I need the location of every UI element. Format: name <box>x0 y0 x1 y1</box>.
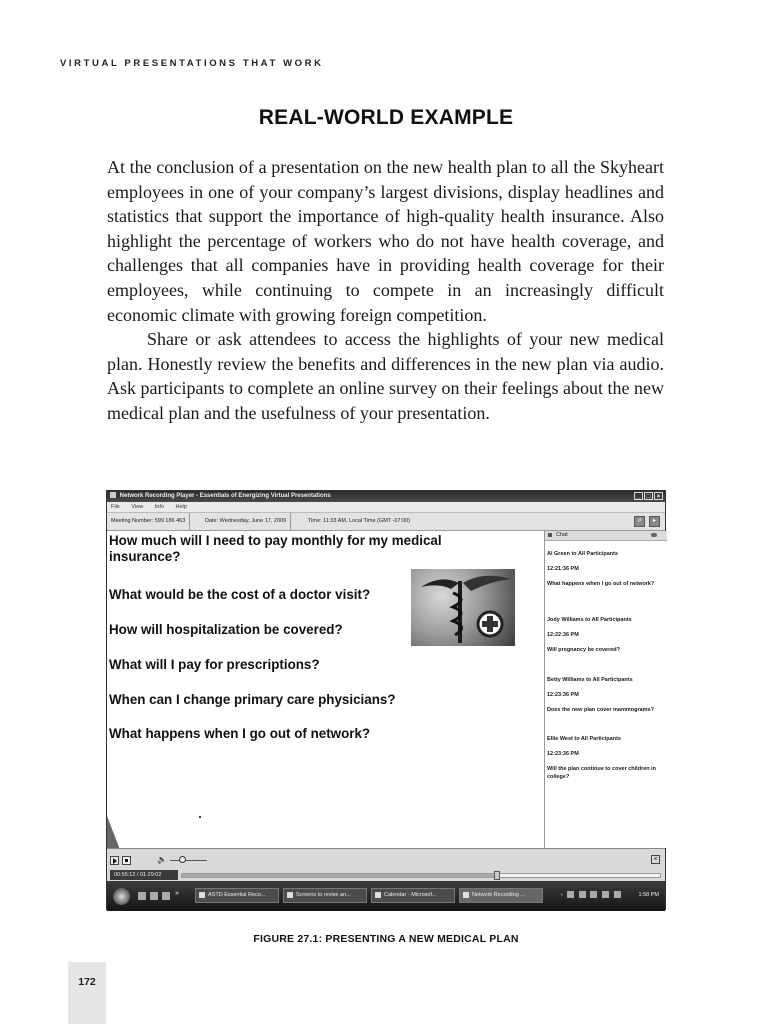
tray-icon[interactable] <box>567 891 574 898</box>
chat-header[interactable] <box>545 531 667 541</box>
paragraph-2: Share or ask attendees to access the highlights of your new medical plan. Honestly review the benefits and differences in the new plan via audio. Ask participants to complete an online survey on their feelings about the new medical plan and the usefulness of your presentation. <box>107 329 664 423</box>
close-player-icon[interactable]: × <box>651 855 660 864</box>
tray-icon[interactable] <box>579 891 586 898</box>
slide-question-6: What happens when I go out of network? <box>109 726 371 741</box>
play-button[interactable] <box>110 856 119 865</box>
playback-time: 00:55:12 / 01:29:02 <box>110 870 178 880</box>
menu-info[interactable]: Info <box>154 504 164 510</box>
meeting-number: Meeting Number: 599 186 463 <box>107 513 190 530</box>
page-number: 172 <box>78 976 96 988</box>
volume-knob[interactable] <box>179 856 186 863</box>
chat-sender: Al Green to All Participants <box>547 550 619 557</box>
chat-time: 12:23:36 PM <box>547 751 579 757</box>
meeting-infobar <box>107 512 665 531</box>
slide-question-1: How much will I need to pay monthly for my medical insurance? <box>109 533 442 564</box>
chat-sender: Jody Williams to All Participants <box>547 617 632 623</box>
page-number-tab <box>68 962 106 1024</box>
quicklaunch-icon[interactable] <box>162 892 170 900</box>
chat-sender: Ellie West to All Participants <box>547 736 621 742</box>
taskbar <box>107 881 665 911</box>
chat-text: Does the new plan cover mammograms? <box>547 706 654 713</box>
window-controls <box>633 492 663 501</box>
slide-area <box>107 531 543 848</box>
close-icon[interactable]: × <box>654 492 663 500</box>
chat-text: Will pregnancy be covered? <box>547 647 620 653</box>
menu-view[interactable]: View <box>131 504 144 510</box>
meeting-time: Time: 11:33 AM, Local Time (GMT -07:00) <box>308 518 410 524</box>
chat-sender: Betty Williams to All Participants <box>547 676 633 683</box>
menubar <box>107 502 665 512</box>
tray-icon[interactable] <box>602 891 609 898</box>
window-titlebar[interactable] <box>107 491 665 502</box>
chat-message <box>547 610 667 663</box>
playback-controls <box>107 848 665 882</box>
chat-message <box>547 669 667 722</box>
chat-text: What happens when I go out of network? <box>547 580 655 587</box>
tray-icon[interactable] <box>590 891 597 898</box>
chat-time: 12:23:36 PM <box>547 691 579 698</box>
panel-toggle-icon[interactable]: ▸ <box>649 516 660 527</box>
menu-file[interactable]: File <box>111 504 120 510</box>
progress-knob[interactable] <box>494 871 500 880</box>
start-button[interactable] <box>113 888 130 905</box>
figure-screenshot <box>106 490 666 910</box>
maximize-icon[interactable]: □ <box>644 492 653 500</box>
stop-button[interactable] <box>122 856 131 865</box>
layout-grid-icon[interactable]: # <box>634 516 645 527</box>
quicklaunch-icon[interactable] <box>150 892 158 900</box>
progress-fill <box>182 874 497 877</box>
slide-question-2: What would be the cost of a doctor visit? <box>109 587 371 602</box>
slide-question-4: What will I pay for prescriptions? <box>109 657 320 672</box>
body-text <box>107 155 664 426</box>
chat-panel <box>544 531 667 789</box>
tray-arrow-icon[interactable]: ‹ <box>561 892 563 898</box>
slide-question-5: When can I change primary care physicians? <box>109 692 396 707</box>
taskbar-item[interactable]: Screens to revise an... <box>283 888 367 903</box>
chat-title: Chat <box>556 532 568 538</box>
slide-dot <box>199 816 201 818</box>
chat-message <box>547 729 667 789</box>
taskbar-item[interactable]: ASTD Essential Reco... <box>195 888 279 903</box>
tray-clock[interactable]: 1:58 PM <box>638 892 659 898</box>
running-head: VIRTUAL PRESENTATIONS THAT WORK <box>60 58 324 69</box>
caduceus-photo <box>411 569 515 646</box>
app-icon <box>110 492 116 498</box>
chat-time: 12:22:36 PM <box>547 632 579 638</box>
tray-icon[interactable] <box>614 891 621 898</box>
menu-help[interactable]: Help <box>175 504 187 510</box>
chat-time: 12:21:36 PM <box>547 565 579 572</box>
chat-bubble-icon <box>651 533 657 537</box>
volume-track[interactable] <box>170 860 207 861</box>
taskbar-overflow[interactable]: » <box>175 890 179 897</box>
system-tray <box>555 888 665 903</box>
figure-caption: FIGURE 27.1: PRESENTING A NEW MEDICAL PLAN <box>253 933 519 945</box>
quicklaunch-icon[interactable] <box>138 892 146 900</box>
taskbar-item[interactable]: Calendar - Microsof... <box>371 888 455 903</box>
progress-bar[interactable] <box>181 873 661 878</box>
chat-empty-area <box>544 788 667 848</box>
chat-text: Will the plan continue to cover children in college? <box>547 766 657 780</box>
slide-question-3: How will hospitalization be covered? <box>109 622 343 637</box>
meeting-date: Date: Wednesday, June 17, 2009 <box>201 513 291 530</box>
section-title: REAL-WORLD EXAMPLE <box>258 106 514 129</box>
volume-icon[interactable]: 🔈 <box>157 855 167 864</box>
collapse-icon[interactable] <box>548 533 552 537</box>
chat-message <box>547 543 667 596</box>
taskbar-item-active[interactable]: Network Recording ... <box>459 888 543 903</box>
minimize-icon[interactable]: _ <box>634 492 643 500</box>
window-title: Network Recording Player - Essentials of Energizing Virtual Presentations <box>119 493 331 499</box>
paragraph-1: At the conclusion of a presentation on the new health plan to all the Skyheart employees in one of your company’s largest divisions, display headlines and statistics that support the importance of high-quality health insurance. Also highlight the percentage of workers who do not have health coverage, and challenges that all companies have in providing health coverage for their employees, while continuing to compete in an increasingly difficult economic climate with growing foreign competition. <box>107 157 664 325</box>
